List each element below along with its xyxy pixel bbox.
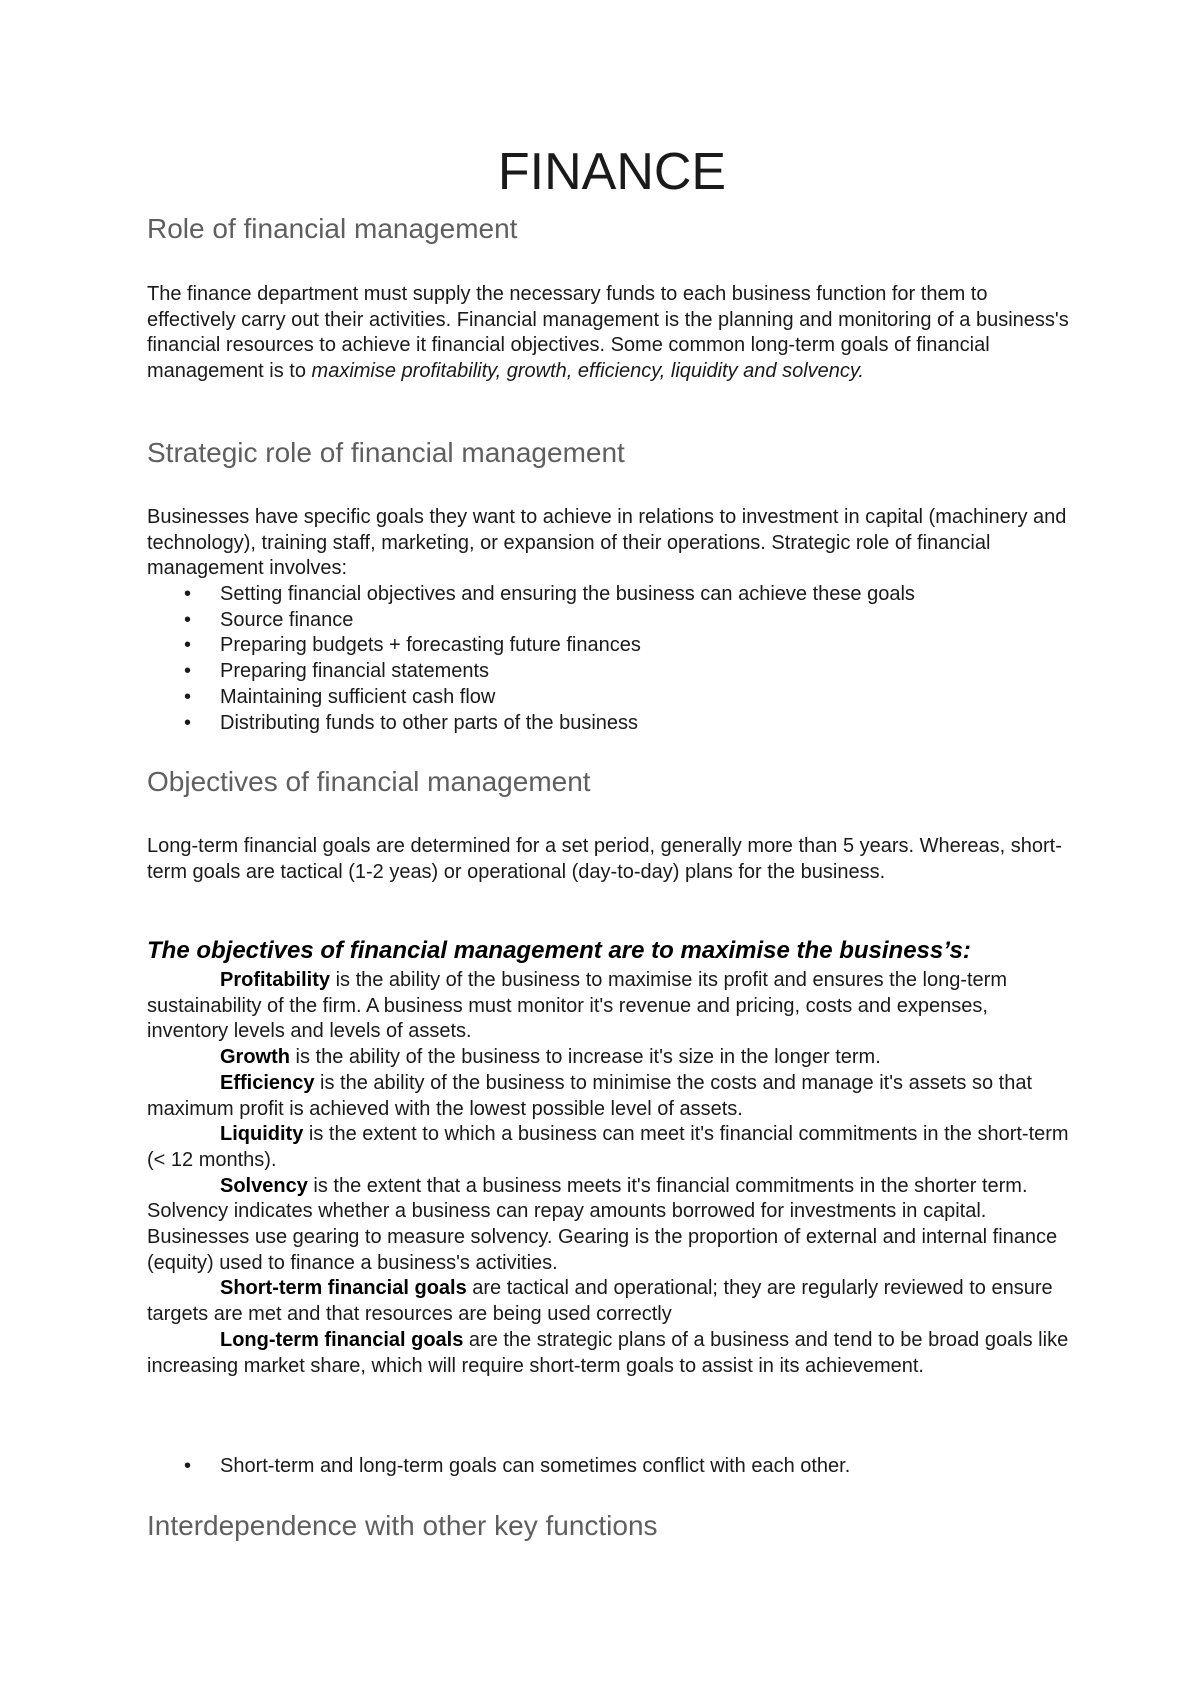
definition-liquidity: Liquidity is the extent to which a business can meet it's financial commitments in the short-term (< 12 months). bbox=[147, 1123, 1069, 1171]
role-paragraph bbox=[147, 282, 1072, 385]
definition-growth: Growth is the ability of the business to increase it's size in the longer term. bbox=[220, 1046, 881, 1069]
note-bullet-list bbox=[147, 1454, 850, 1480]
bullet-icon: • bbox=[184, 660, 192, 683]
role-text: The finance department must supply the necessary funds to each business function for them to effectively carry out their activities. Financial management is the planning and monitoring of a business's financial resources to achieve it financial objectives. Some common long-term goals of financial management is to bbox=[147, 283, 1069, 383]
strategic-intro: Businesses have specific goals they want to achieve in relations to investment in capital (machinery and technology), training staff, marketing, or expansion of their operations. Strategic role of financial management involves: bbox=[147, 506, 1067, 580]
definition-efficiency: Efficiency is the ability of the business to minimise the costs and manage it's assets so that maximum profit is achieved with the lowest possible level of assets. bbox=[147, 1071, 1032, 1120]
objectives-subheading: The objectives of financial management are to maximise the business’s: bbox=[147, 937, 971, 964]
heading-strategic: Strategic role of financial management bbox=[147, 437, 625, 468]
list-item: • Setting financial objectives and ensuring the business can achieve these goals bbox=[147, 582, 915, 608]
bullet-icon: • bbox=[184, 583, 192, 605]
role-text-italic: maximise profitability, growth, efficiency, liquidity and solvency. bbox=[311, 360, 864, 383]
heading-role: Role of financial management bbox=[147, 213, 518, 244]
definition-solvency: Solvency is the extent that a business meets it's financial commitments in the shorter term. Solvency indicates whether a business can repay amounts borrowed for investments in capital. Businesses use gearing to measure solvency. Gearing is the proportion of external and internal finance (equity) used to finance a business's activities. bbox=[147, 1174, 1058, 1274]
definition-profitability: Profitability is the ability of the business to maximise its profit and ensures the long-term sustainability of the firm. A business must monitor it's revenue and pricing, costs and expenses, inventory levels and levels of assets. bbox=[147, 969, 1007, 1043]
definitions-block bbox=[147, 968, 1072, 1379]
list-item: • Preparing budgets + forecasting future finances bbox=[147, 633, 915, 659]
list-item: • Source finance bbox=[147, 608, 915, 634]
list-item: • Maintaining sufficient cash flow bbox=[147, 685, 915, 711]
bullet-icon: • bbox=[184, 685, 192, 708]
list-item: • Short-term and long-term goals can sometimes conflict with each other. bbox=[147, 1454, 850, 1480]
bullet-icon: • bbox=[184, 711, 192, 734]
strategic-bullet-list bbox=[147, 582, 915, 736]
list-item: • Preparing financial statements bbox=[147, 659, 915, 685]
list-item: • Distributing funds to other parts of the business bbox=[147, 711, 915, 737]
definition-long-term: Long-term financial goals are the strategic plans of a business and tend to be broad goals like increasing market share, which will require short-term goals to assist in its achievement. bbox=[147, 1328, 1069, 1377]
document-title: FINANCE bbox=[497, 143, 727, 201]
definition-short-term: Short-term financial goals are tactical and operational; they are regularly reviewed to ensure targets are met and that resources are being used correctly bbox=[147, 1277, 1053, 1326]
bullet-icon: • bbox=[184, 634, 192, 657]
objectives-intro: Long-term financial goals are determined for a set period, generally more than 5 years. Whereas, short-term goals are tactical (1-2 yeas) or operational (day-to-day) plans for the business. bbox=[147, 835, 1062, 883]
heading-objectives: Objectives of financial management bbox=[147, 766, 591, 797]
heading-interdependence: Interdependence with other key functions bbox=[147, 1510, 658, 1541]
bullet-icon: • bbox=[184, 1455, 192, 1477]
bullet-icon: • bbox=[184, 608, 192, 631]
